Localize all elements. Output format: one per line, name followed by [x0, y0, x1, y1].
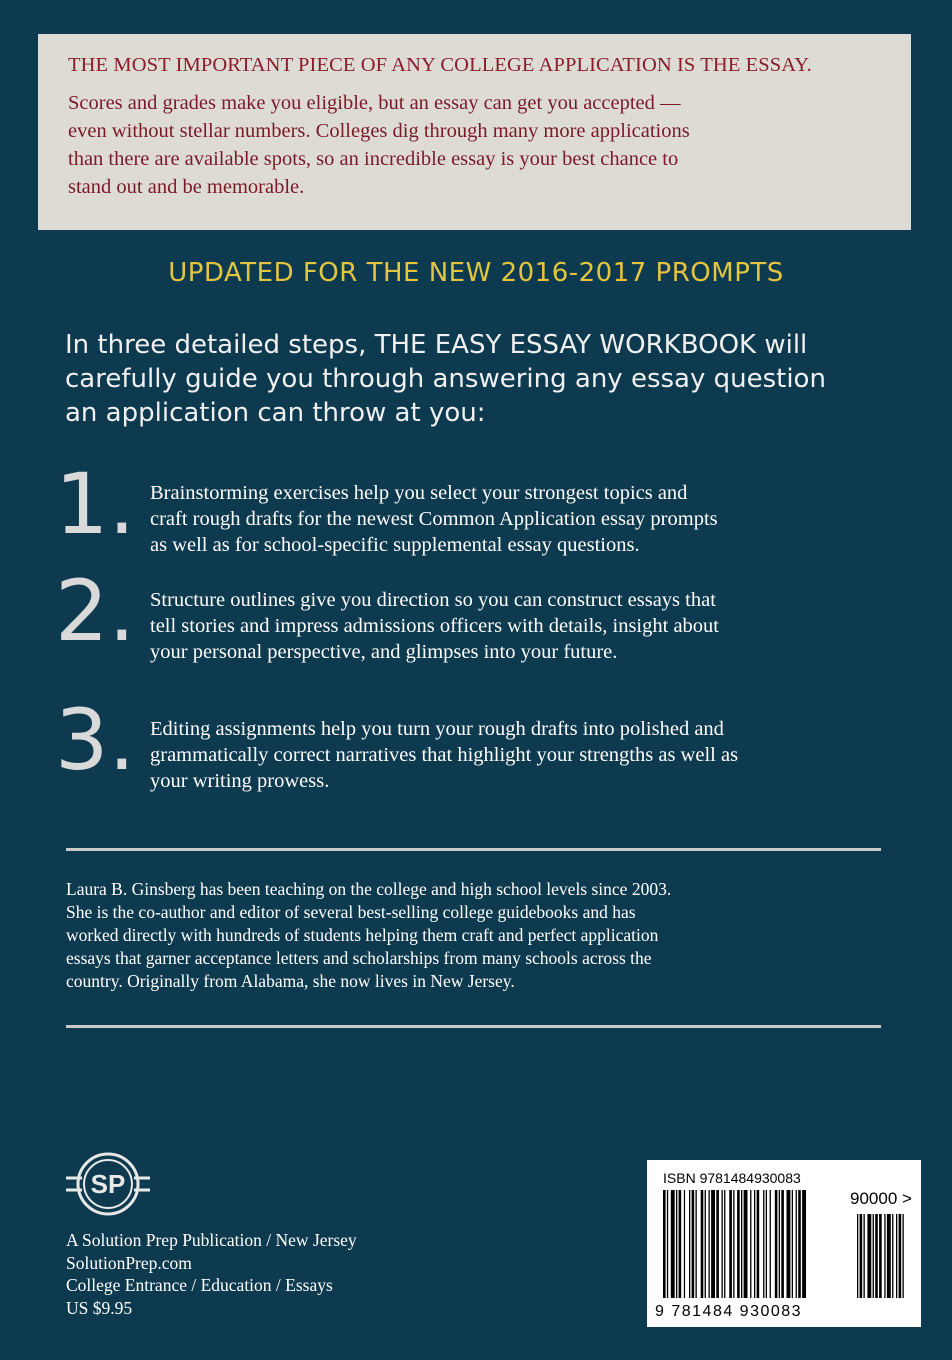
step-number: 2. [55, 562, 136, 660]
author-bio [66, 878, 886, 993]
divider-top [66, 848, 881, 851]
bio-line: country. Originally from Alabama, she now lives in New Jersey. [66, 971, 515, 991]
summary-line: than there are available spots, so an incredible essay is your best chance to [68, 148, 679, 170]
bio-line: She is the co-author and editor of several best-selling college guidebooks and has [66, 902, 636, 922]
logo-text: SP [90, 1169, 126, 1199]
price-code: 90000 > [850, 1189, 912, 1208]
summary-body [68, 89, 881, 201]
step-line: craft rough drafts for the newest Common Application essay prompts [150, 508, 718, 530]
bio-line: Laura B. Ginsberg has been teaching on the college and high school levels since 2003. [66, 879, 672, 899]
step-number: 1. [55, 455, 136, 553]
barcode-icon [663, 1190, 913, 1302]
sp-logo-icon [62, 1147, 154, 1221]
summary-line: stand out and be memorable. [68, 176, 305, 198]
updated-banner: UPDATED FOR THE NEW 2016-2017 PROMPTS [168, 258, 784, 288]
intro-line: carefully guide you through answering any essay question [65, 364, 826, 394]
step-line: Editing assignments help you turn your rough drafts into polished and [150, 718, 724, 740]
step-line: your personal perspective, and glimpses into your future. [150, 641, 618, 663]
intro-line: In three detailed steps, THE EASY ESSAY WORKBOOK will [65, 330, 808, 360]
bio-line: worked directly with hundreds of students helping them craft and perfect application [66, 925, 659, 945]
step-line: Structure outlines give you direction so you can construct essays that [150, 589, 716, 611]
barcode-area [647, 1160, 921, 1327]
step-number: 3. [55, 691, 136, 789]
price: US $9.95 [66, 1297, 133, 1318]
step-text [150, 480, 870, 558]
summary-line: Scores and grades make you eligible, but an essay can get you accepted — [68, 92, 681, 114]
step-line: Brainstorming exercises help you select your strongest topics and [150, 482, 688, 504]
step-text [150, 716, 870, 794]
step-line: grammatically correct narratives that highlight your strengths as well as [150, 744, 739, 766]
intro-text [65, 328, 905, 430]
isbn-label: ISBN 9781484930083 [663, 1170, 801, 1186]
intro-line: an application can throw at you: [65, 398, 486, 428]
step-line: your writing prowess. [150, 770, 330, 792]
step-text [150, 587, 870, 665]
publisher-line: A Solution Prep Publication / New Jersey [66, 1230, 357, 1250]
step-line: tell stories and impress admissions officers with details, insight about [150, 615, 719, 637]
summary-line: even without stellar numbers. Colleges dig through many more applications [68, 120, 690, 142]
bio-line: essays that garner acceptance letters and scholarships from many schools across the [66, 948, 652, 968]
publisher-info [66, 1229, 357, 1319]
summary-lead: THE MOST IMPORTANT PIECE OF ANY COLLEGE APPLICATION IS THE ESSAY. [68, 54, 812, 76]
isbn-digits: 9 781484 930083 [655, 1303, 803, 1320]
divider-bottom [66, 1025, 881, 1028]
publisher-category: College Entrance / Education / Essays [66, 1275, 333, 1295]
summary-box [38, 34, 911, 230]
publisher-website: SolutionPrep.com [66, 1252, 192, 1273]
step-line: as well as for school-specific supplemental essay questions. [150, 534, 640, 556]
